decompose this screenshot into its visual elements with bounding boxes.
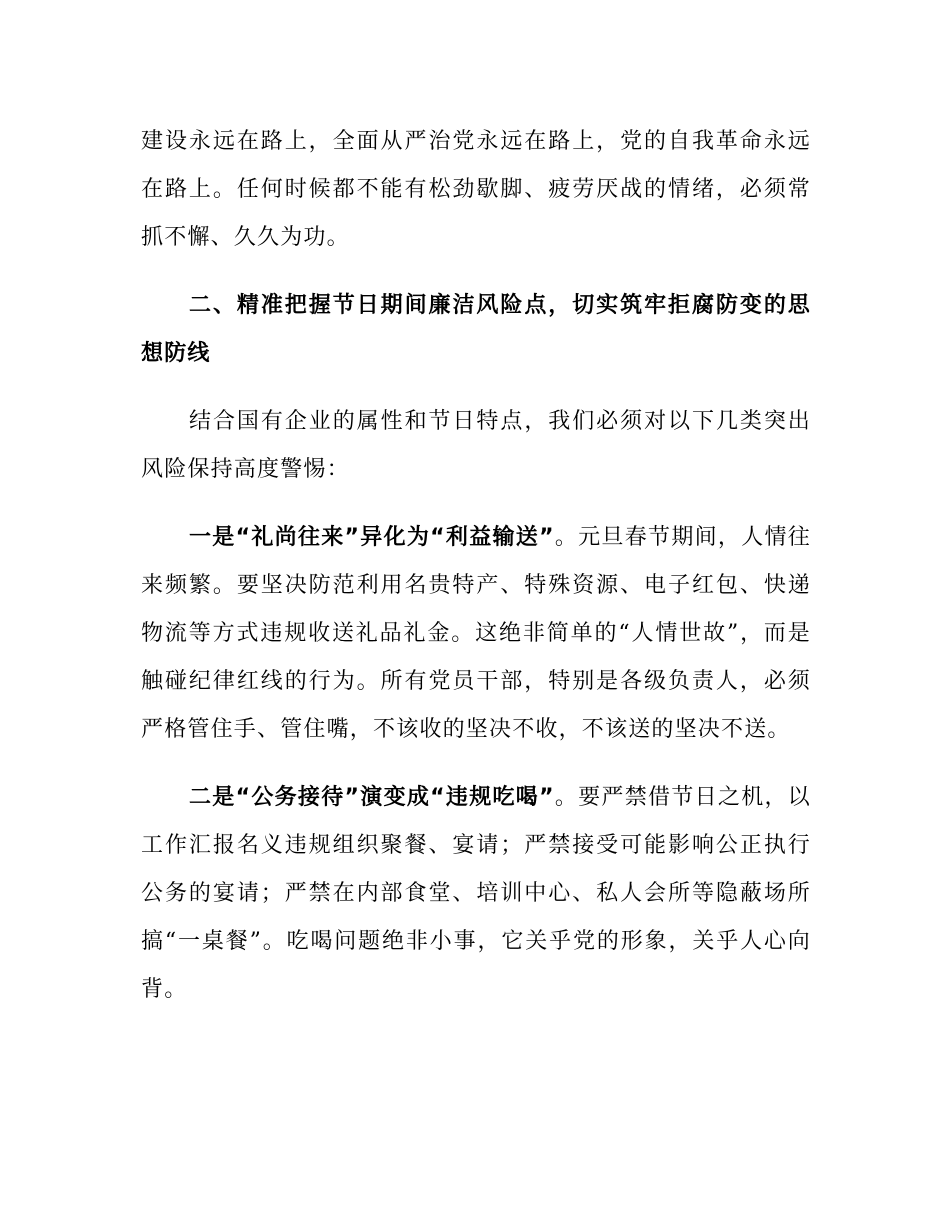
point-2-body: 。要严禁借节日之机，以工作汇报名义违规组织聚餐、宴请；严禁接受可能影响公正执行公务的宴请；严禁在内部食堂、培训中心、私人会所等隐蔽场所搞“一桌餐”。吃喝问题绝非小事，它关乎党的形象，关乎人心向背。 <box>141 785 811 1002</box>
paragraph-continuation: 建设永远在路上，全面从严治党永远在路上，党的自我革命永远在路上。任何时候都不能有松劲歇脚、疲劳厌战的情绪，必须常抓不懈、久久为功。 <box>141 129 811 250</box>
paragraph-intro: 结合国有企业的属性和节日特点，我们必须对以下几类突出风险保持高度警惕： <box>141 409 811 482</box>
point-2-lead: 二是“公务接待”演变成“违规吃喝” <box>189 785 555 810</box>
point-1-body: 。元旦春节期间，人情往来频繁。要坚决防范利用名贵特产、特殊资源、电子红包、快递物流等方式违规收送礼品礼金。这绝非简单的“人情世故”，而是触碰纪律红线的行为。所有党员干部，特别是各级负责人，必须严格管住手、管住嘴，不该收的坚决不收，不该送的坚决不送。 <box>141 525 811 742</box>
paragraph-point-1 <box>141 514 811 754</box>
point-1-lead: 一是“礼尚往来”异化为“利益输送” <box>189 525 555 550</box>
paragraph-point-2 <box>141 774 811 1014</box>
section-heading-2: 二、精准把握节日期间廉洁风险点，切实筑牢拒腐防变的思想防线 <box>141 293 811 366</box>
document-page <box>141 118 811 1014</box>
